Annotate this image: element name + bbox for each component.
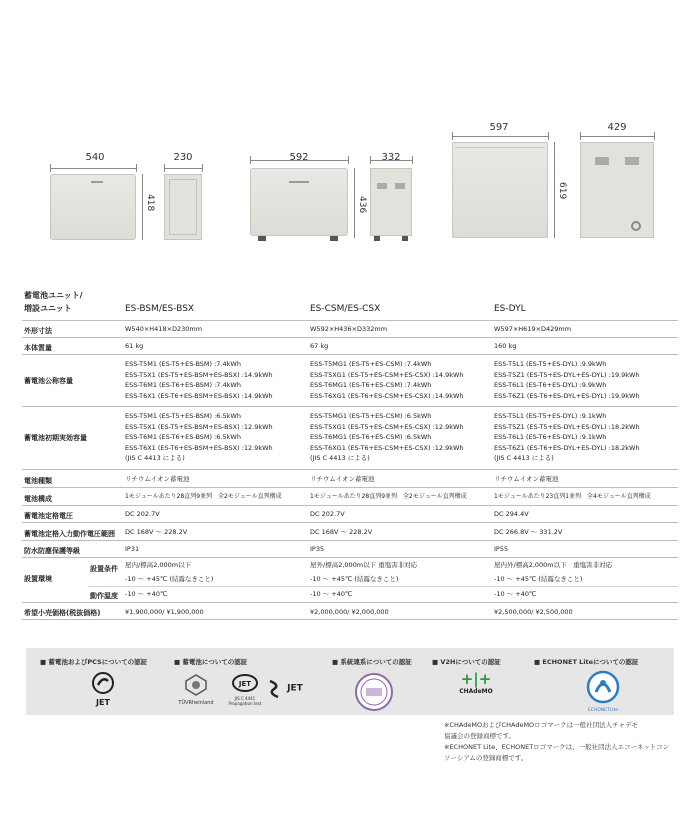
table-row: 外形寸法 W540×H418×D230mm W592×H436×D332mm W597×H619×D429mm	[22, 320, 678, 337]
table-header-label: 蓄電池ユニット/ 増設ユニット	[24, 291, 83, 313]
table-row: 電池構成 1モジュールあたり28直列9並列 全2モジュール直列構成 1モジュールあたり28直列9並列 全2モジュール直列構成 1モジュールあたり23直列1並列 全4モジュール直列構成	[22, 487, 678, 505]
cert-label-pcs: ■ 蓄電池およびPCSについての認証	[40, 657, 147, 666]
dyl-width-label: 597	[489, 122, 509, 133]
cert-label-grid: ■ 系統連系についての認証	[332, 657, 412, 666]
cert-label-echonet: ■ ECHONET Liteについての認証	[534, 657, 638, 666]
model-header-bsm: ES-BSM/ES-BSX	[125, 304, 195, 314]
bsm-height-label: 418	[145, 194, 155, 212]
table-row: 電池種類 リチウムイオン蓄電池 リチウムイオン蓄電池 リチウムイオン蓄電池	[22, 469, 678, 487]
csm-front-image	[250, 168, 348, 236]
dyl-height-label: 619	[557, 182, 567, 200]
table-row: 本体質量 61 kg 67 kg 160 kg	[22, 337, 678, 354]
table-row: 設置環境 設置条件 動作温度 屋内/標高2,000m以下 -10 ～ +45℃ (結露なきこと) 屋外/標高2,000m以下 重塩害非対応 -10 ～ +45℃ (結露なきこと) 屋内外/標高2,000m以下 重塩害非対応 -10 ～ +45℃ (結露なきこと) -10 ～ +40℃ -10 ～ +40℃ -10 ～ +40℃	[22, 557, 678, 602]
table-row: 蓄電池初期実効容量 ESS-T5M1 (ES-T5+ES-BSM) :6.5kWh ESS-T5X1 (ES-T5+ES-BSM+ES-BSX) :12.9kWh ESS-T6M1 (ES-T6+ES-BSM) :6.5kWh ESS-T6X1 (ES-T6+ES-BSM+ES-BSX) :12.9kWh (JIS C 4413 による) ESS-T5MG1 (ES-T5+ES-CSM) :6.5kWh ESS-T5XG1 (ES-T5+ES-CSM+ES-CSX) :12.9kWh ESS-T6MG1 (ES-T6+ES-CSM) :6.5kWh ESS-T6XG1 (ES-T6+ES-CSM+ES-CSX) :12.9kWh (JIS C 4413 による) ESS-T5L1 (ES-T5+ES-DYL) :9.1kWh ESS-T5Z1 (ES-T5+ES-DYL+ES-DYL) :18.2kWh ESS-T6L1 (ES-T6+ES-DYL) :9.1kWh ESS-T6Z1 (ES-T6+ES-DYL+ES-DYL) :18.2kWh (JIS C 4413 による)	[22, 406, 678, 469]
trademark-notes: ※CHAdeMOおよびCHAdeMOロゴマークは一般社団法人チャデモ 協議会の登録商標です。 ※ECHONET Lite、ECHONETロゴマークは、一般社団法人エコーネットコン ソーシアムの登録商標です。	[444, 721, 670, 762]
jet-logo-icon: JET	[266, 678, 310, 702]
table-row: 希望小売価格(税抜価格) ¥1,900,000/ ¥1,900,000 ¥2,000,000/ ¥2,000,000 ¥2,500,000/ ¥2,500,000	[22, 602, 678, 620]
table-row: 蓄電池公称容量 ESS-T5M1 (ES-T5+ES-BSM) :7.4kWh ESS-T5X1 (ES-T5+ES-BSM+ES-BSX) :14.9kWh ESS-T6M1 (ES-T6+ES-BSM) :7.4kWh ESS-T6X1 (ES-T6+ES-BSM+ES-BSX) :14.9kWh ESS-T5MG1 (ES-T5+ES-CSM) :7.4kWh ESS-T5XG1 (ES-T5+ES-CSM+ES-CSX) :14.9kWh ESS-T6MG1 (ES-T6+ES-CSM) :7.4kWh ESS-T6XG1 (ES-T6+ES-CSM+ES-CSX) :14.9kWh ESS-T5L1 (ES-T5+ES-DYL) :9.9kWh ESS-T5Z1 (ES-T5+ES-DYL+ES-DYL) :19.9kWh ESS-T6L1 (ES-T6+ES-DYL) :9.9kWh ESS-T6Z1 (ES-T6+ES-DYL+ES-DYL) :19.9kWh	[22, 354, 678, 406]
dyl-depth-label: 429	[607, 122, 627, 133]
table-row: 蓄電池定格電圧 DC 202.7V DC 202.7V DC 294.4V	[22, 505, 678, 522]
bsm-depth-label: 230	[173, 152, 193, 163]
bsm-width-label: 540	[85, 152, 105, 163]
csm-depth-label: 332	[381, 152, 401, 163]
tuv-logo-icon: TÜVRheinland	[174, 674, 218, 708]
bsm-front-image	[50, 174, 136, 240]
cert-label-v2h: ■ V2Hについての認証	[432, 657, 501, 666]
dyl-front-image	[452, 142, 548, 238]
model-header-csm: ES-CSM/ES-CSX	[310, 304, 381, 314]
model-header-dyl: ES-DYL	[494, 304, 526, 314]
svg-text:JET: JET	[238, 680, 252, 688]
table-row: 蓄電池定格入力動作電圧範囲 DC 168V ～ 228.2V DC 168V ～ 228.2V DC 266.8V ～ 331.2V	[22, 522, 678, 540]
jet-logo-icon: JET	[88, 672, 118, 706]
grid-certification-seal-icon	[354, 672, 394, 712]
echonet-lite-logo-icon: ECHONETLite	[582, 670, 624, 712]
jis-logo-icon: JET JIS C 4441 Propagation test	[222, 674, 268, 708]
certification-panel	[26, 648, 674, 715]
bsm-side-image	[164, 174, 202, 240]
chademo-logo-icon: +|+ CHAdeMO	[459, 670, 493, 695]
csm-side-image	[370, 168, 412, 236]
csm-width-label: 592	[289, 152, 309, 163]
csm-height-label: 436	[357, 196, 367, 214]
dyl-side-image	[580, 142, 654, 238]
cert-label-battery: ■ 蓄電池についての認証	[174, 657, 247, 666]
table-row: 防水防塵保護等級 IP31 IP35 IP55	[22, 540, 678, 557]
